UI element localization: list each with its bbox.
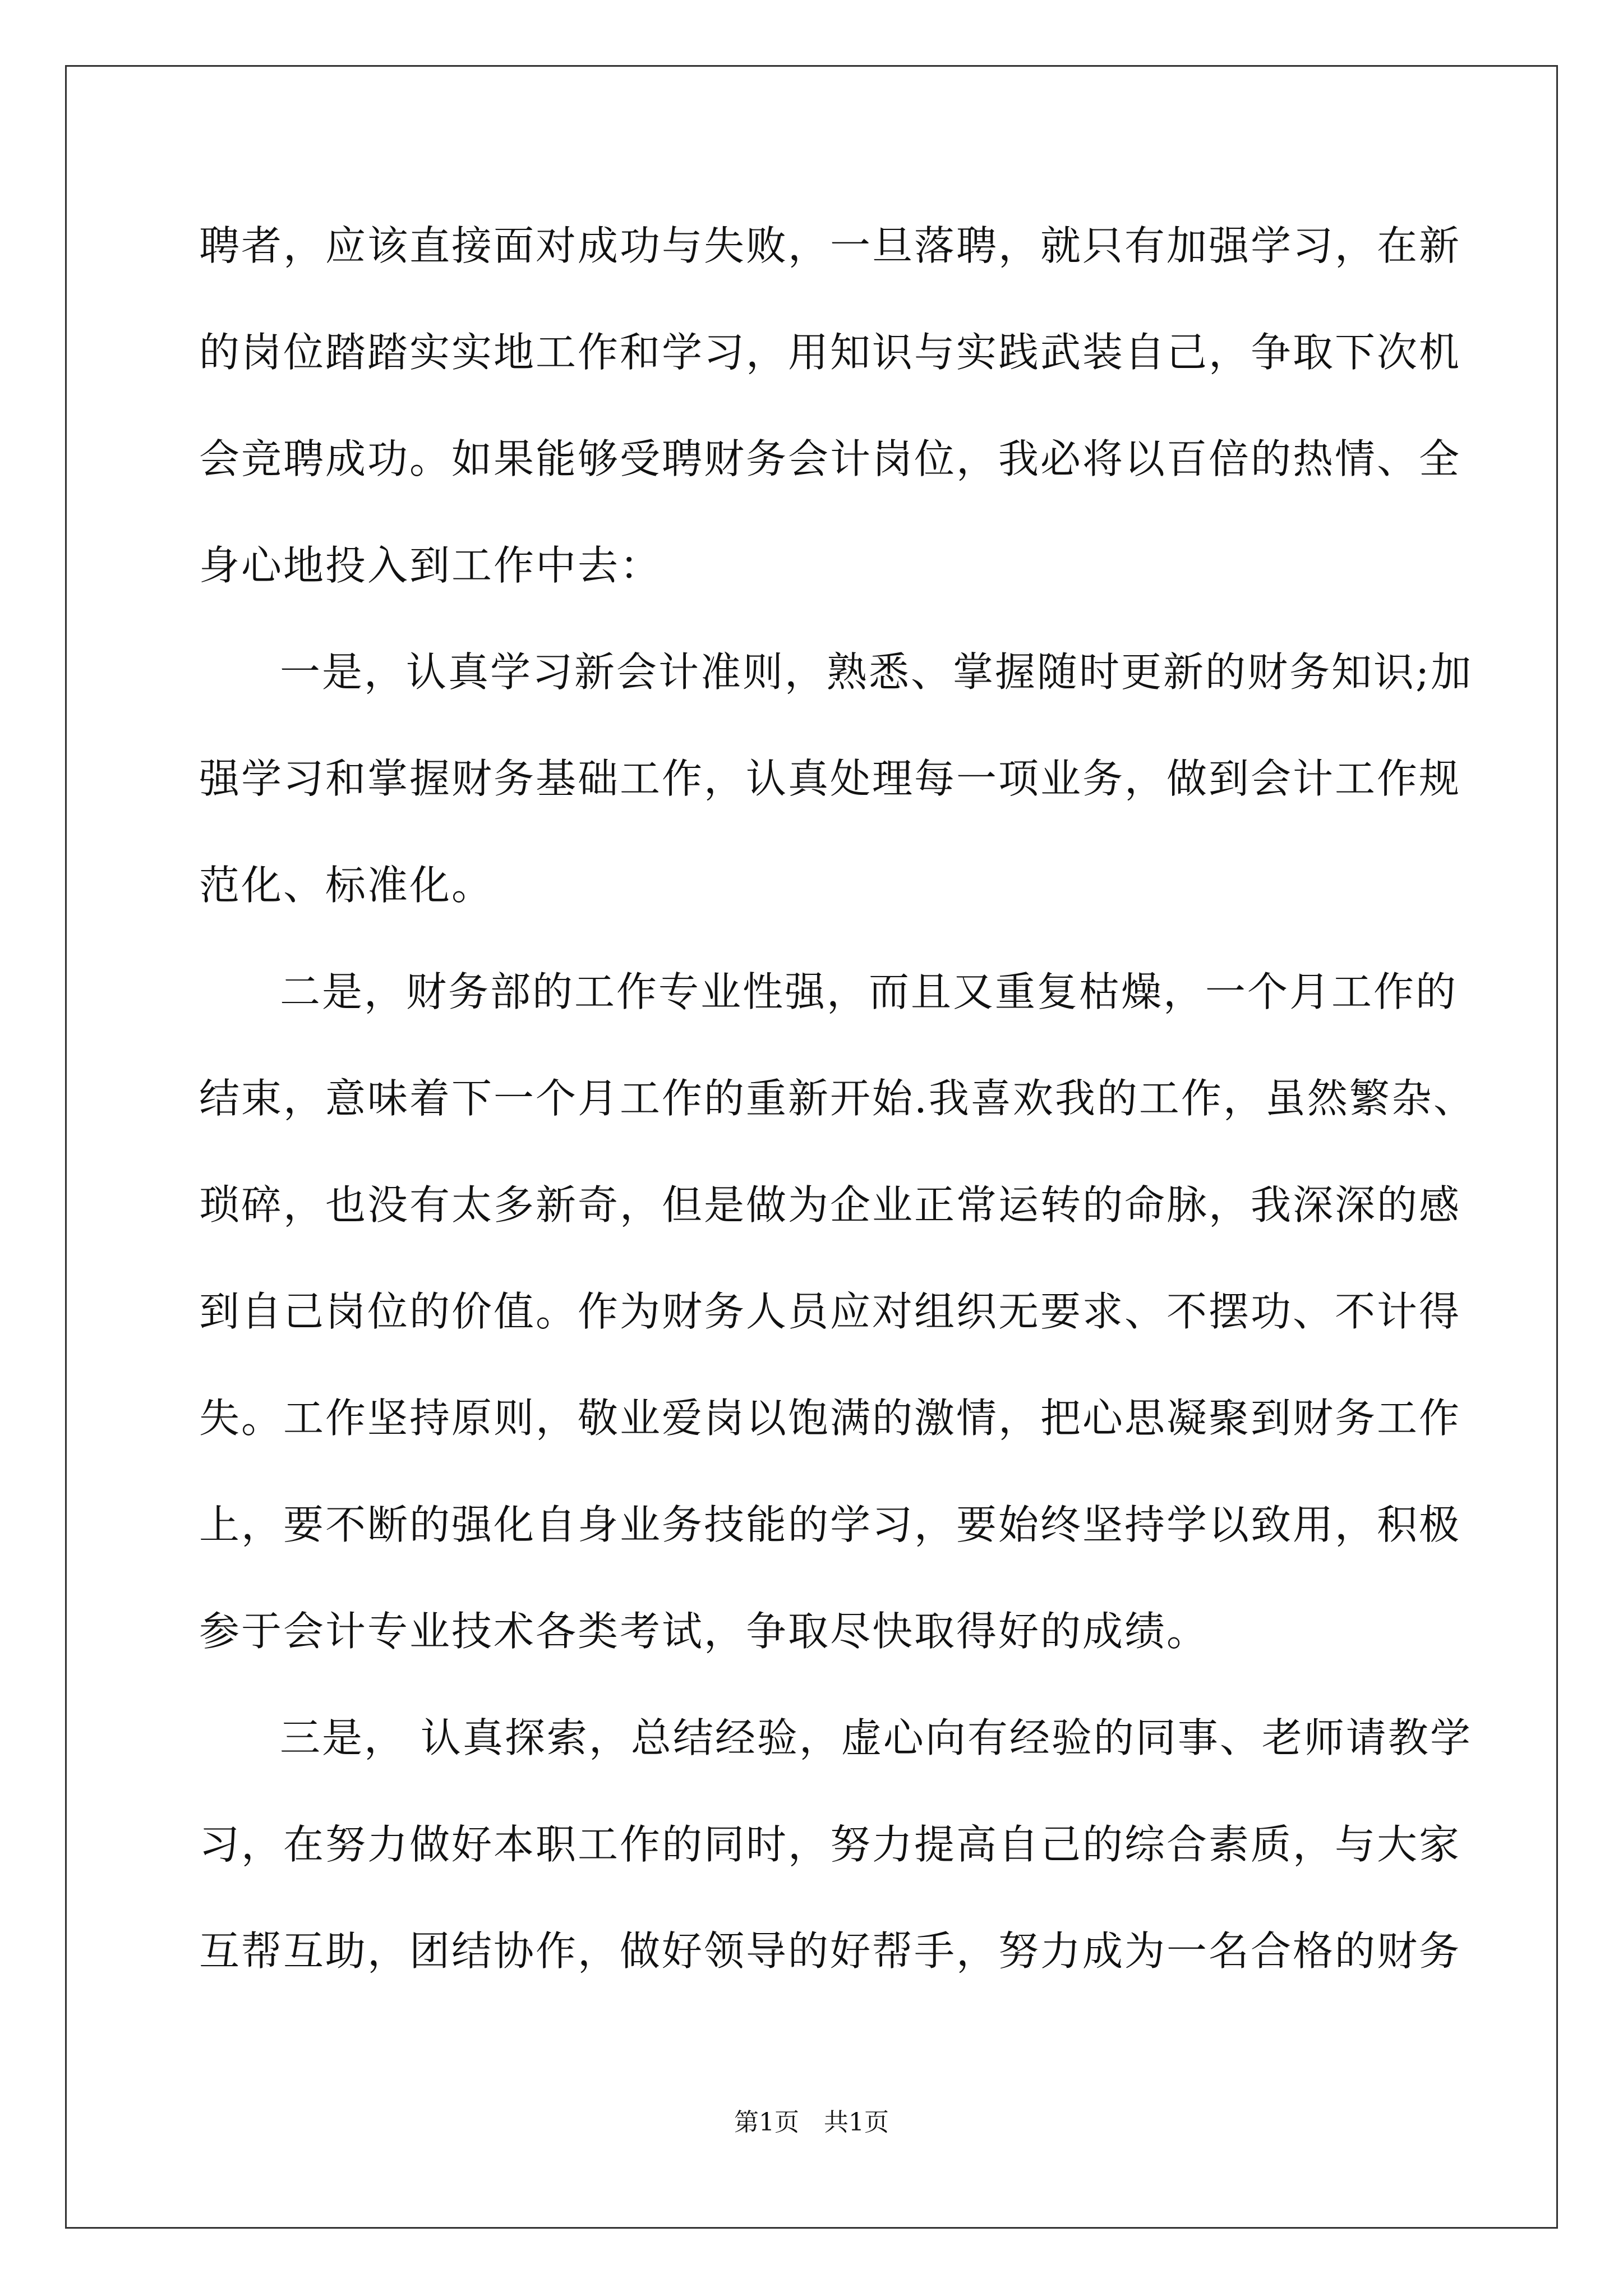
text-line: 琐碎，也没有太多新奇，但是做为企业正常运转的命脉，我深深的感 <box>199 1181 1461 1228</box>
text-line: 结束，意味着下一个月工作的重新开始.我喜欢我的工作，虽然繁杂、 <box>199 1075 1476 1122</box>
text-line: 二是，财务部的工作专业性强，而且又重复枯燥，一个月工作的 <box>280 968 1458 1015</box>
text-line: 到自己岗位的价值。作为财务人员应对组织无要求、不摆功、不计得 <box>199 1288 1461 1335</box>
text-line: 的岗位踏踏实实地工作和学习，用知识与实践武装自己，争取下次机 <box>199 329 1461 376</box>
text-line: 上，要不断的强化自身业务技能的学习，要始终坚持学以致用，积极 <box>199 1501 1461 1548</box>
text-line: 强学习和掌握财务基础工作，认真处理每一项业务，做到会计工作规 <box>199 755 1461 802</box>
text-line: 身心地投入到工作中去： <box>199 542 662 589</box>
text-line: 一是，认真学习新会计准则，熟悉、掌握随时更新的财务知识;加 <box>280 648 1473 696</box>
text-line: 失。工作坚持原则，敬业爱岗以饱满的激情，把心思凝聚到财务工作 <box>199 1395 1461 1442</box>
text-line: 聘者，应该直接面对成功与失败，一旦落聘，就只有加强学习，在新 <box>199 222 1461 269</box>
text-line: 参于会计专业技术各类考试，争取尽快取得好的成绩。 <box>199 1608 1209 1655</box>
document-body <box>199 214 1476 2026</box>
text-line: 习，在努力做好本职工作的同时，努力提高自己的综合素质，与大家 <box>199 1821 1461 1868</box>
text-line: 互帮互助，团结协作，做好领导的好帮手，努力成为一名合格的财务 <box>199 1927 1461 1975</box>
text-line: 三是， 认真探索，总结经验，虚心向有经验的同事、老师请教学 <box>280 1714 1472 1761</box>
text-line: 范化、标准化。 <box>199 862 494 909</box>
page-number-footer: 第1页 共1页 <box>734 2108 889 2137</box>
text-line: 会竞聘成功。如果能够受聘财务会计岗位，我必将以百倍的热情、全 <box>199 435 1461 482</box>
